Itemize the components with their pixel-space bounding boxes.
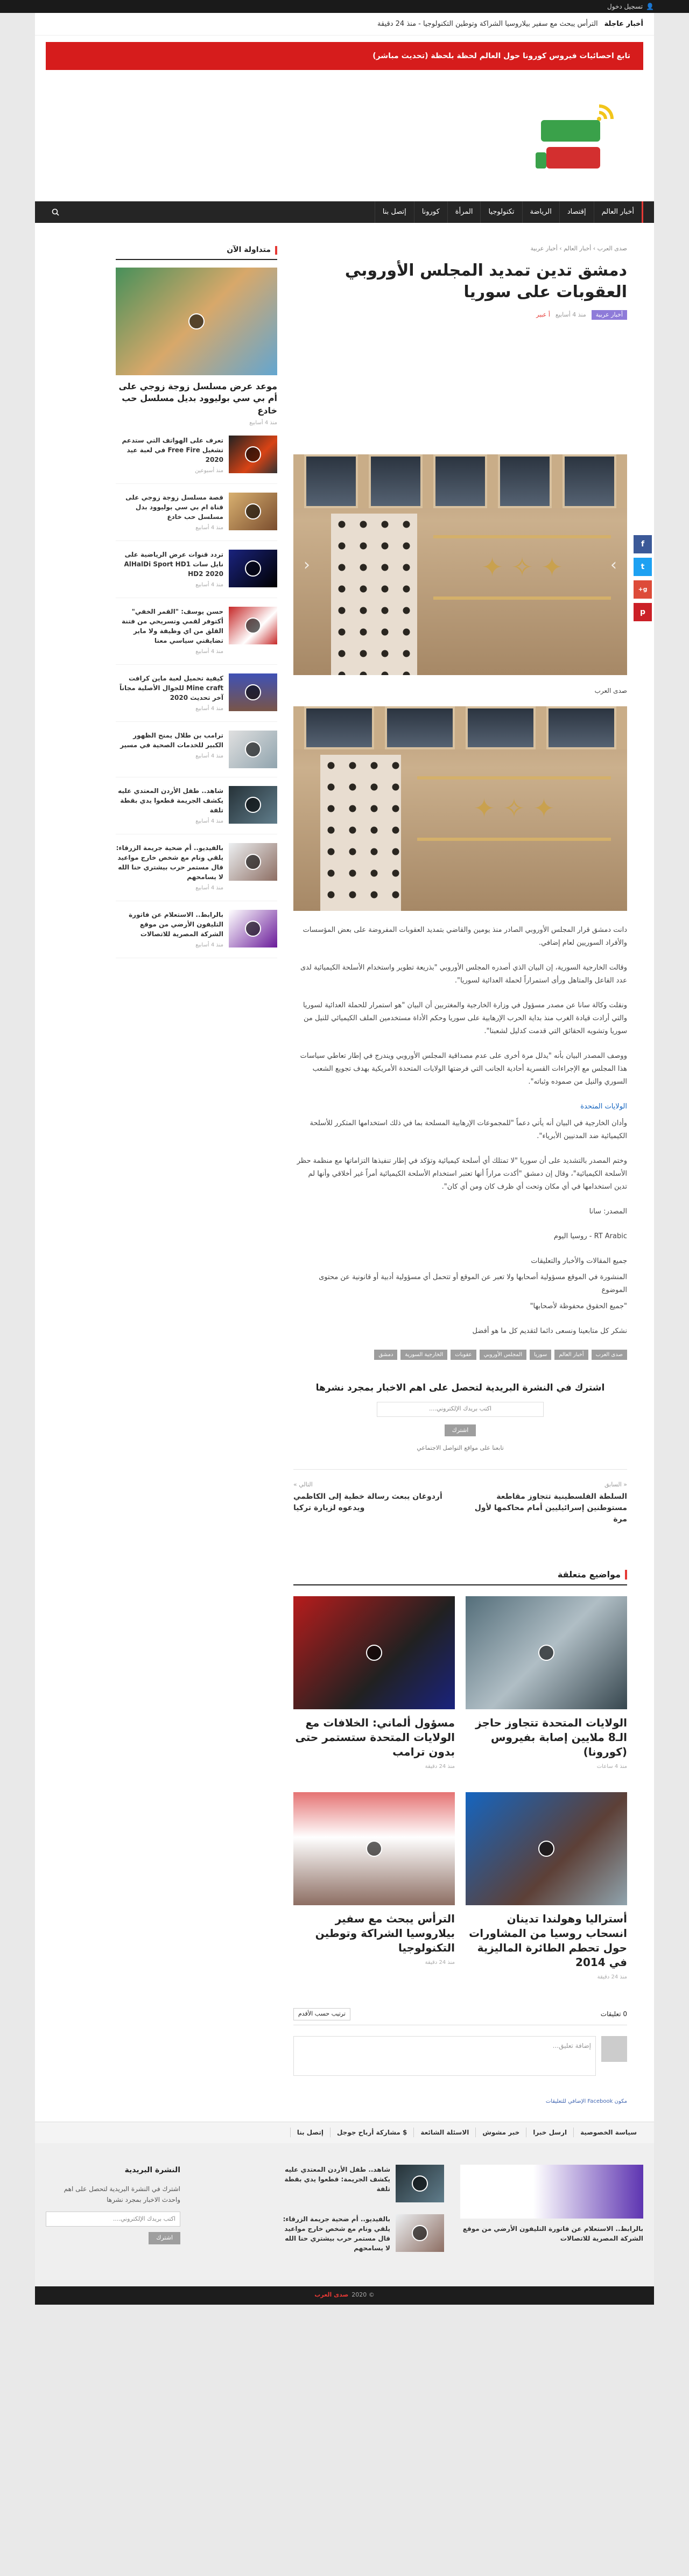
facebook-share-icon[interactable]: f <box>634 535 652 553</box>
newsletter-title: اشترك في النشرة البريدية لتحصل على اهم الاخبار بمجرد نشرها <box>315 1382 605 1394</box>
twitter-share-icon[interactable]: t <box>634 558 652 576</box>
footer-link[interactable]: خبر مشوش <box>475 2128 526 2137</box>
article <box>293 244 648 1536</box>
inline-link <box>293 1100 627 1113</box>
play-icon <box>366 1645 382 1661</box>
corona-alert-banner[interactable]: تابع احصائيات فيروس كورونا حول العالم لحظة بلحظة (تحديث مباشر) <box>46 42 643 70</box>
newsletter-email-input[interactable]: اكتب بريدك الإلكتروني.... <box>377 1402 544 1417</box>
breaking-news-ticker <box>35 13 654 36</box>
play-icon <box>366 1841 382 1857</box>
breadcrumb[interactable]: صدى العرب › أخبار العالم › أخبار عربية <box>530 245 627 252</box>
nav-item-world[interactable]: أخبار العالم <box>594 201 643 223</box>
newsletter-subscribe-button[interactable]: اشترك <box>445 1424 476 1437</box>
tag[interactable]: دمشق <box>374 1350 397 1360</box>
search-icon <box>52 208 59 216</box>
share-bar <box>634 535 652 621</box>
footer-newsletter: النشرة البريدية اشترك في النشرة البريدية لتحصل على اهم واحدث الاخبار بمجرد نشرها اكتب بريدك الإلكتروني.... اشترك <box>46 2165 180 2244</box>
article-author[interactable]: أ عبير <box>536 311 550 318</box>
footer-link[interactable]: إتصل بنا <box>290 2128 330 2137</box>
play-icon <box>245 684 261 700</box>
tag[interactable]: عقوبات <box>451 1350 476 1360</box>
tag[interactable]: سوريا <box>530 1350 551 1360</box>
search-button[interactable] <box>46 201 65 223</box>
play-icon <box>412 2175 428 2192</box>
tag[interactable]: الخارجية السورية <box>400 1350 447 1360</box>
newsletter-box <box>293 1381 627 1470</box>
footer-list-item[interactable]: شاهد.. طفل الأردن المعتدي عليه يكشف الجريمة: قطعوا يدي بقطة تلفة <box>283 2165 444 2202</box>
ticker-label: أخبار عاجلة <box>604 19 643 28</box>
sidebar-item[interactable]: شاهد.. طفل الأردن المعتدي عليه يكشف الجريمة قطعوا يدي بقطة تلفة منذ 4 أسابيع <box>116 777 277 834</box>
prev-post-link[interactable]: « السابق السلطة الفلسطينية تتجاوز مقاطعة مستوطنين إسرائيليين أمام محاكمها لأول مرة <box>474 1480 627 1524</box>
main-navigation <box>35 201 654 223</box>
sidebar-item[interactable]: قصة مسلسل زوجة زوجي على قناة ام بي سي بوليوود بدل مسلسل حب خادع منذ 4 أسابيع <box>116 484 277 541</box>
play-icon <box>412 2225 428 2241</box>
login-link[interactable]: 👤 تسجيل دخول <box>607 3 654 10</box>
pinterest-share-icon[interactable]: p <box>634 603 652 621</box>
play-icon <box>245 741 261 757</box>
paragraph: ووصف المصدر البيان بأنه "يدلل مرة أخرى على عدم مصداقية المجلس الأوروبي ويندرج في إطار تعاطي سياسات هذا المجلس مع الإجراءات القسرية أحادية الجانب التي فرضتها الولايات المتحدة الأمريكية بهدف تجويع الشعب السوري والنيل من صموده وثباته". <box>300 1052 627 1086</box>
post-navigation <box>293 1470 627 1536</box>
article-hero-image <box>293 454 627 675</box>
related-card[interactable]: مسؤول ألماني: الخلافات مع الولايات المتحدة ستستمر حتى بدون ترامب منذ 24 دقيقة <box>293 1596 455 1771</box>
comment-input[interactable]: إضافة تعليق... <box>293 2036 596 2076</box>
footer-list-item[interactable]: بالفيديو.. أم ضحية جريمة الزرقاء: يلقي ونام مع شخص خارج مواعيد قال مستمر حرب بيشتري حنا الله لا يسامحهم <box>283 2214 444 2253</box>
sidebar-item[interactable]: بالرابط.. الاستعلام عن فاتورة التليفون الأرضي من موقع الشركة المصرية للاتصالات منذ 4 أسابيع <box>116 901 277 958</box>
tag[interactable]: المجلس الأوروبي <box>480 1350 526 1360</box>
footer-navigation <box>35 2122 654 2143</box>
slider-next-icon[interactable]: › <box>610 555 617 574</box>
facebook-comments-plugin[interactable]: مكون Facebook الإضافي للتعليقات <box>545 2098 627 2104</box>
article-meta <box>293 310 627 320</box>
footer-list <box>283 2165 444 2265</box>
footer-news[interactable]: بالرابط.. الاستعلام عن فاتورة التليفون الأرضي من موقع الشركة المصرية للاتصالات <box>460 2165 643 2243</box>
thanks-line: نشكر كل متابعينا ونسعى دائما لتقديم كل ما هو أفضل <box>472 1327 627 1336</box>
play-icon <box>245 617 261 634</box>
play-icon <box>538 1645 554 1661</box>
sidebar-item[interactable]: بالفيديو.. أم ضحية جريمة الزرقاء: يلقي ونام مع شخص خارج مواعيد قال مستمر حرب بيشتري حنا الله لا يسامحهم منذ 4 أسابيع <box>116 834 277 901</box>
slider-prev-icon[interactable]: ‹ <box>304 555 310 574</box>
footer-email-input[interactable]: اكتب بريدك الإلكتروني.... <box>46 2212 180 2227</box>
us-link[interactable]: الولايات المتحدة <box>580 1103 627 1111</box>
related-grid <box>293 1596 627 1981</box>
comments-section <box>293 2008 627 2122</box>
sidebar-item[interactable]: كيفية تحميل لعبة ماين كرافت Mine craft للجوال الأصلية مجاناً آخر تحديث 2020 منذ 4 أسابيع <box>116 665 277 722</box>
play-icon <box>245 503 261 520</box>
disclaimer: جميع المقالات والأخبار والتعليقات <box>531 1257 627 1265</box>
paragraph: ونقلت وكالة سانا عن مصدر مسؤول في وزارة الخارجية والمغتربين أن البيان "هو استمرار للحملة العدائية لسوريا والتي أرادت قيادة الغرب منذ بداية الحرب الإرهابية على سوريا وحكم الأداة مستخدمين الملف الكيميائي للنيل من سوريا وتشويه الحقائق التي قدمت كدليل لشعبنا". <box>303 1001 627 1036</box>
sidebar-item[interactable]: تعرف على الهواتف التي ستدعم تشغيل Free Fire في لعبة عيد 2020 منذ أسبوعين <box>116 427 277 484</box>
google-plus-share-icon[interactable]: g+ <box>634 580 652 599</box>
footer-link[interactable]: الاسئلة الشائعة <box>413 2128 475 2137</box>
top-bar <box>0 0 689 13</box>
play-icon <box>245 446 261 462</box>
related-posts <box>35 1536 654 2122</box>
user-icon: 👤 <box>646 3 654 10</box>
article-photo: ✦ ✧ ✦ <box>293 706 627 911</box>
logo-icon <box>530 99 616 179</box>
social-note: تابعنا على مواقع التواصل الاجتماعي <box>417 1444 504 1452</box>
rt-line: RT Arabic - روسيا اليوم <box>553 1232 627 1240</box>
footer-brand[interactable]: صدى العرب <box>314 2291 349 2299</box>
nav-item-sports[interactable]: الرياضة <box>522 201 559 223</box>
nav-item-economy[interactable]: إقتصاد <box>559 201 594 223</box>
comment-sort-select[interactable]: ترتيب حسب الأقدم <box>293 2008 350 2020</box>
sidebar-item[interactable]: تردد قنوات عرض الرياضية على نايل سات AlHalDi Sport HD1 HD2 2020 منذ 4 أسابيع <box>116 541 277 598</box>
nav-item-corona[interactable]: كورونا <box>414 201 447 223</box>
sidebar-item[interactable]: حسن يوسف: "القمر الخفي" أكتوفر لقمي وتسريحي من فتنة القلق من اي وظيفة ولا ماير تضايقني سياسي معنا منذ 4 أسابيع <box>116 598 277 665</box>
article-date: منذ 4 أسابيع <box>555 311 586 318</box>
ticker-text[interactable]: الترأس يبحث مع سفير بيلاروسيا الشراكة وتوطين التكنولوجيا - منذ 24 دقيقة <box>377 19 598 28</box>
tag-list <box>293 1350 627 1360</box>
paragraph: وختم المصدر بالتشديد على أن سوريا "لا تمتلك أي أسلحة كيميائية وتؤكد في إطار تنفيذها التزاماتها مع منظمة حظر الأسلحة الكيميائية"، وقال إن دمشق "أكدت مراراً أنها تعتبر استخدام الأسلحة الكيميائية أمراً غير أخلاقي وأنها لم تدين استخدامها في أي مكان وتحت أي ظرف كان ومن أي كان". <box>297 1156 627 1191</box>
related-card[interactable]: الولايات المتحدة تتجاوز حاجز الـ8 ملايين إصابة بفيروس (كورونا) منذ 4 ساعات <box>466 1596 627 1771</box>
play-icon <box>188 313 205 329</box>
copyright-bar: © 2020 صدى العرب <box>35 2286 654 2305</box>
source-line: المصدر: سانا <box>589 1207 627 1216</box>
play-icon <box>538 1841 554 1857</box>
site-logo[interactable] <box>525 99 622 179</box>
page-container <box>35 13 654 2286</box>
disclaimer: "جميع الحقوق محفوظة لأصحابها" <box>530 1302 627 1310</box>
next-post-link[interactable]: التالي » أردوغان يبعث رسالة خطية إلى الكاظمي ويدعوه لزيارة تركيا <box>293 1480 442 1513</box>
play-icon <box>245 854 261 870</box>
nav-item-tech[interactable]: تكنولوجيا <box>480 201 522 223</box>
building-sign: ✦ ✧ ✦ <box>433 535 611 600</box>
article-title: دمشق تدين تمديد المجلس الأوروبي العقوبات على سوريا <box>344 261 627 301</box>
play-icon <box>245 797 261 813</box>
tag[interactable]: أخبار العالم <box>554 1350 588 1360</box>
nav-item-contact[interactable]: إتصل بنا <box>375 201 414 223</box>
play-icon <box>245 560 261 577</box>
sidebar-feature-image[interactable] <box>116 268 277 375</box>
footer-subscribe-button[interactable]: اشترك <box>149 2232 180 2244</box>
paragraph: دانت دمشق قرار المجلس الأوروبي الصادر منذ يومين والقاضي بتمديد العقوبات المفروضة على بعض المؤسسات والأفراد السوريين لعام إضافي. <box>303 926 627 947</box>
main-area <box>35 223 654 1536</box>
disclaimer: المنشورة في الموقع مسؤولية أصحابها ولا تعبر عن الموقع أو تتحمل أي مسؤولية أدبية أو قانونية عن محتوى الموضوع <box>319 1273 627 1294</box>
related-heading: مواضيع متعلقة <box>293 1568 627 1585</box>
sidebar-feature-date: منذ 4 أسابيع <box>249 420 277 426</box>
footer <box>35 2143 654 2286</box>
category-badge[interactable]: أخبار عربية <box>592 310 627 320</box>
related-card[interactable]: الترأس يبحث مع سفير بيلاروسيا الشراكة وتوطين التكنولوجيا منذ 24 دقيقة <box>293 1792 455 1981</box>
footer-link[interactable]: $ مشاركة أرباح جوجل <box>330 2128 413 2137</box>
tag[interactable]: صدى العرب <box>592 1350 627 1360</box>
image-source: صدى العرب <box>594 687 627 694</box>
sidebar-heading: متداولة الآن <box>116 244 277 260</box>
sidebar <box>116 244 277 958</box>
paragraph: وقالت الخارجية السورية، إن البيان الذي أصدره المجلس الأوروبي "بذريعة تطوير واستخدام الأسلحة الكيميائية لدى عدد الفاعل والمتاهل ورأى استمراراً لحملة العدائية لسوريا". <box>300 964 627 985</box>
avatar <box>601 2036 627 2062</box>
related-card[interactable]: أستراليا وهولندا تدينان انسحاب روسيا من المشاورات حول تحطم الطائرة الماليزية في 2014 منذ 24 دقيقة <box>466 1792 627 1981</box>
footer-link[interactable]: ارسل خبرا <box>526 2128 573 2137</box>
play-icon <box>245 921 261 937</box>
sidebar-feature-title[interactable]: موعد عرض مسلسل زوجة زوجي على أم بي سي بوليوود بديل مسلسل حب خادع <box>118 381 277 416</box>
paragraph: وأدان الخارجية في البيان أنه يأتي دعماً "للمجموعات الإرهابية المسلحة بما في ذلك استخدامها المتكرر للأسلحة الكيميائية ضد المدنيين الأبرياء". <box>310 1119 627 1140</box>
article-body <box>293 924 627 1338</box>
nav-item-women[interactable]: المرأة <box>447 201 481 223</box>
comment-count: 0 تعليقات <box>600 2010 627 2018</box>
footer-link[interactable]: سياسة الخصوصية <box>573 2128 643 2137</box>
logo-area <box>35 76 654 201</box>
sidebar-item[interactable]: ترامب بن طلال يمنح الظهور الكبير للخدمات الصحية في مسير منذ 4 أسابيع <box>116 722 277 777</box>
